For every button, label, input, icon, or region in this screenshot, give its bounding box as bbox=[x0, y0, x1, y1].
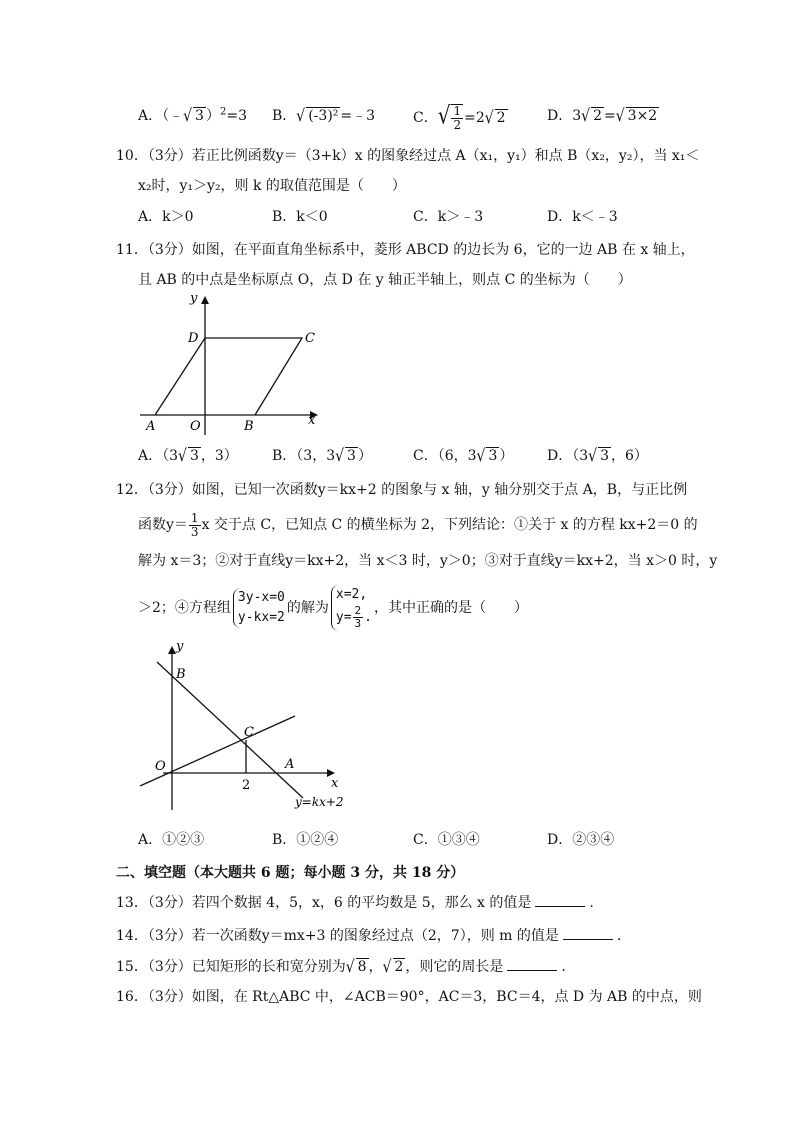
line-one-third-x bbox=[140, 716, 295, 786]
q10-option-a[interactable]: A．k＞0 bbox=[138, 209, 194, 225]
expr-text: ） bbox=[205, 108, 220, 124]
radicand: 3 bbox=[195, 108, 204, 124]
q15 bbox=[116, 956, 566, 977]
stem-text: ， bbox=[368, 959, 383, 975]
numerator: 1 bbox=[453, 104, 462, 118]
expr-text: ，3） bbox=[200, 448, 238, 464]
denominator: 3 bbox=[354, 617, 362, 630]
stem-text: ＞2；④方程组 bbox=[138, 600, 231, 616]
option-label: B．（3，3 bbox=[272, 448, 336, 464]
option-label: D．（3 bbox=[547, 448, 589, 464]
denominator: 2 bbox=[453, 118, 462, 132]
label-y: y bbox=[176, 640, 184, 654]
expr-text: =2 bbox=[464, 110, 485, 126]
radicand: 3 bbox=[488, 448, 498, 464]
label-b: B bbox=[176, 667, 186, 682]
answer-blank[interactable] bbox=[563, 925, 613, 940]
label-line-eq: y=kx+2 bbox=[295, 795, 344, 809]
solution-system bbox=[331, 585, 372, 631]
radical-sign: √ bbox=[581, 106, 591, 126]
radical-sign: √ bbox=[345, 957, 355, 977]
label-c: C bbox=[244, 725, 254, 740]
label-d: D bbox=[188, 331, 199, 346]
radical-sign: √ bbox=[476, 446, 486, 466]
radical-sign: √ bbox=[615, 106, 625, 126]
exponent: 2 bbox=[219, 106, 227, 118]
q12-lines-figure bbox=[135, 640, 360, 815]
y-axis-arrow bbox=[168, 646, 176, 654]
stem-text: 14．（3分）若一次函数y＝mx+3 的图象经过点（2，7），则 m 的值是 bbox=[116, 928, 559, 944]
q12-stem-line2 bbox=[138, 510, 698, 540]
expr-text: ） bbox=[357, 448, 372, 464]
radical-sign: √ bbox=[437, 100, 451, 130]
q12-stem-line3: 解为 x＝3；②对于直线y＝kx+2，当 x＜3 时，y＞0；③对于直线y＝kx+2，当 x＞0 时，y bbox=[138, 553, 718, 569]
answer-blank[interactable] bbox=[535, 892, 585, 907]
q9-option-a[interactable] bbox=[138, 106, 247, 126]
radicand: (-3)² bbox=[308, 108, 339, 124]
equation-row bbox=[336, 605, 372, 631]
rhombus-outline bbox=[155, 338, 302, 415]
option-label: A． bbox=[138, 108, 163, 124]
radical-sign: √ bbox=[588, 446, 598, 466]
denominator: 3 bbox=[190, 524, 199, 539]
answer-blank[interactable] bbox=[507, 956, 557, 971]
radical-sign: √ bbox=[382, 957, 392, 977]
label-o: O bbox=[155, 759, 166, 774]
stem-text: . bbox=[561, 959, 566, 975]
q9-option-c[interactable] bbox=[413, 100, 508, 133]
expr-text: ，6） bbox=[610, 448, 648, 464]
stem-text: . bbox=[616, 928, 622, 944]
label-x: x bbox=[308, 413, 316, 428]
option-label: B． bbox=[272, 108, 297, 124]
radicand: 8 bbox=[357, 959, 367, 975]
expr-text: y= bbox=[335, 610, 352, 625]
equation-system bbox=[233, 588, 285, 628]
q11-option-c[interactable] bbox=[413, 446, 513, 466]
q12-option-b[interactable]: B．①②④ bbox=[272, 832, 339, 848]
q10-option-d[interactable]: D．k＜﹣3 bbox=[547, 209, 618, 225]
label-b: B bbox=[244, 419, 254, 434]
equation-row: y-kx=2 bbox=[237, 610, 285, 625]
radical-sign: √ bbox=[178, 446, 187, 466]
q10-stem-line1: 10．（3分）若正比例函数y＝（3+k）x 的图象经过点 A（x₁，y₁）和点 B（x₂，y₂），当 x₁＜ bbox=[116, 148, 700, 164]
label-a: A bbox=[146, 419, 156, 434]
y-axis-arrow bbox=[201, 296, 209, 304]
label-o: O bbox=[190, 419, 201, 434]
expr-text: = bbox=[604, 108, 616, 124]
equation-row: 3y-x=0 bbox=[237, 590, 285, 605]
option-label: D． bbox=[547, 108, 573, 124]
option-label: A．（3 bbox=[138, 448, 179, 464]
expr-text: . bbox=[364, 610, 372, 625]
option-label: C． bbox=[413, 110, 438, 126]
label-two: 2 bbox=[242, 778, 251, 793]
fraction bbox=[353, 605, 364, 630]
equation-row: x=2, bbox=[335, 587, 368, 602]
radicand: 2 bbox=[496, 110, 506, 126]
q9-option-d[interactable] bbox=[547, 106, 659, 126]
q13 bbox=[116, 892, 594, 913]
q12-stem-line4 bbox=[138, 584, 528, 632]
stem-text: 15．（3分）已知矩形的长和宽分别为 bbox=[116, 959, 346, 975]
expr-text: （﹣ bbox=[162, 108, 184, 124]
q12-option-c[interactable]: C．①③④ bbox=[413, 832, 480, 848]
q12-option-d[interactable]: D．②③④ bbox=[547, 832, 615, 848]
radicand: 3 bbox=[347, 448, 356, 464]
q10-option-c[interactable]: C．k＞﹣3 bbox=[413, 209, 484, 225]
expr-text: ） bbox=[499, 448, 514, 464]
label-y: y bbox=[190, 291, 198, 306]
stem-text: 13．（3分）若四个数据 4，5，x，6 的平均数是 5，那么 x 的值是 bbox=[116, 895, 532, 911]
radical-sign: √ bbox=[296, 106, 306, 126]
label-c: C bbox=[305, 331, 315, 346]
expr-text: 3 bbox=[572, 108, 582, 124]
q10-stem-line2: x₂时，y₁＞y₂，则 k 的取值范围是（ ） bbox=[138, 178, 406, 194]
label-a: A bbox=[285, 757, 295, 772]
q9-option-b[interactable] bbox=[272, 106, 375, 126]
section-title: 二、填空题（本大题共 6 题；每小题 3 分，共 18 分） bbox=[116, 865, 465, 881]
stem-text: . bbox=[589, 895, 594, 911]
stem-text: x 交于点 C，已知点 C 的横坐标为 2，下列结论：①关于 x 的方程 kx+2＝0 的 bbox=[201, 517, 698, 533]
radical-sign: √ bbox=[484, 108, 494, 128]
numerator: 1 bbox=[190, 510, 199, 525]
fraction bbox=[189, 512, 201, 539]
stem-text: 的解为 bbox=[286, 600, 329, 616]
q10-option-b[interactable]: B．k＜0 bbox=[272, 209, 328, 225]
radicand: 2 bbox=[394, 959, 404, 975]
q14 bbox=[116, 925, 621, 946]
q11-stem-line2: 且 AB 的中点是坐标原点 O，点 D 在 y 轴正半轴上，则点 C 的坐标为（ ） bbox=[138, 272, 632, 288]
q11-rhombus-figure bbox=[130, 290, 330, 440]
stem-text: ，其中正确的是（ ） bbox=[374, 600, 528, 616]
radical-sign: √ bbox=[335, 446, 345, 466]
q11-stem-line1: 11．（3分）如图，在平面直角坐标系中，菱形 ABCD 的边长为 6，它的一边 AB 在 x 轴上， bbox=[116, 242, 695, 258]
q12-stem-line1: 12．（3分）如图，已知一次函数y＝kx+2 的图象与 x 轴，y 轴分别交于点 A，B，与正比例 bbox=[116, 482, 688, 498]
q12-option-a[interactable]: A．①②③ bbox=[138, 832, 205, 848]
q11-option-b[interactable] bbox=[272, 446, 372, 466]
radicand: 3 bbox=[600, 448, 609, 464]
line-kx-plus-2 bbox=[157, 662, 303, 798]
q11-option-a[interactable] bbox=[138, 446, 238, 466]
stem-text: ，则它的周长是 bbox=[405, 959, 504, 975]
radicand: 3 bbox=[189, 448, 199, 464]
stem-text: 函数y＝ bbox=[138, 517, 188, 533]
numerator: 2 bbox=[354, 604, 362, 617]
option-label: C．（6，3 bbox=[413, 448, 477, 464]
radicand: 3×2 bbox=[627, 108, 658, 124]
radicand: 2 bbox=[593, 108, 602, 124]
expr-text: =3 bbox=[226, 108, 247, 124]
q16-stem-line1: 16．（3分）如图，在 Rt△ABC 中，∠ACB＝90°，AC＝3，BC＝4，点 D 为 AB 的中点，则 bbox=[116, 989, 702, 1005]
expr-text: =﹣3 bbox=[340, 108, 376, 124]
radical-sign: √ bbox=[183, 106, 193, 126]
q11-option-d[interactable] bbox=[547, 446, 648, 466]
label-x: x bbox=[331, 776, 339, 791]
fraction bbox=[451, 104, 463, 132]
